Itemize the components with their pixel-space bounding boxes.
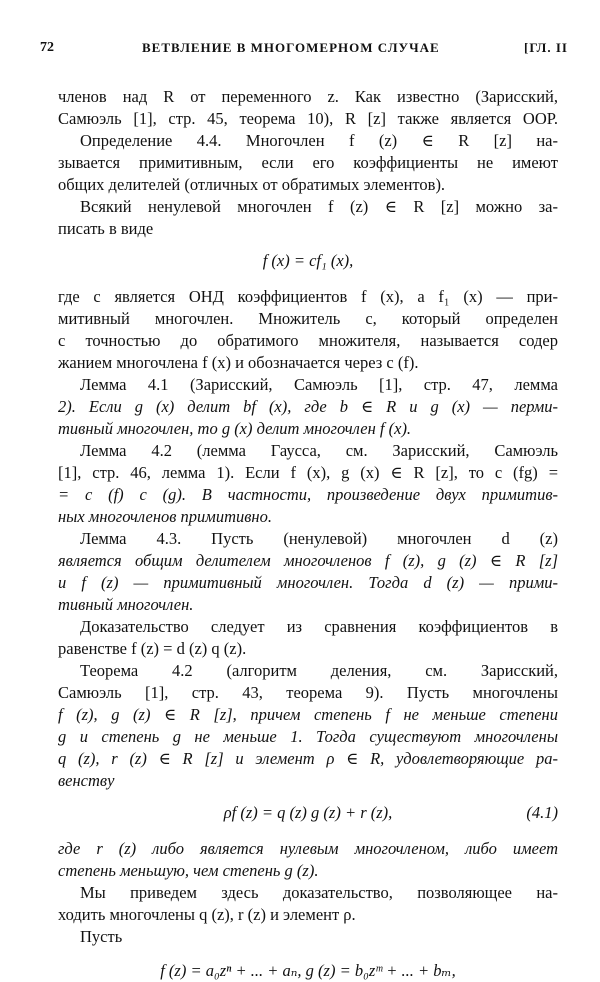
lemma-text: тивный многочлен, то g (x) делит многочлен f (x). <box>58 419 412 438</box>
page-number: 72 <box>40 40 54 55</box>
running-title: ВЕТВЛЕНИЕ В МНОГОМЕРНОМ СЛУЧАЕ <box>142 40 440 55</box>
formula-division <box>58 802 558 824</box>
lemma-text: = c (f) c (g). В частности, произведение двух примитив- <box>58 485 558 504</box>
theorem-text: Самюэль [1], стр. 43, теорема 9). Пусть многочлены <box>58 683 558 702</box>
theorem-4-2: Теорема 4.2 (алгоритм деления, см. Зарисский, <box>80 661 558 680</box>
chapter-label: [ГЛ. II <box>524 40 568 55</box>
text-line: Всякий ненулевой многочлен f (z) ∈ R [z] можно за- <box>80 197 558 216</box>
lemma-text: 2). Если g (x) делит bf (x), где b ∈ R и g (x) — перми- <box>58 397 558 416</box>
lemma-text: является общим делителем многочленов f (z), g (z) ∈ R [z] <box>58 551 558 570</box>
text-line: Мы приведем здесь доказательство, позволяющее на- <box>80 883 558 902</box>
equation-number: (4.1) <box>526 803 558 822</box>
lemma-text: ных многочленов примитивно. <box>58 507 272 526</box>
lemma-text: [1], стр. 46, лемма 1). Если f (x), g (x) ∈ R [z], то c (fg) = <box>58 463 558 482</box>
proof-text: равенстве f (z) = d (z) q (z). <box>58 639 247 658</box>
lemma-text: и f (z) — примитивный многочлен. Тогда d (z) — прими- <box>58 573 558 592</box>
lemma-4-3: Лемма 4.3. Пусть (ненулевой) многочлен d (z) <box>80 529 558 548</box>
proof-text: Доказательство следует из сравнения коэффициентов в <box>80 617 558 636</box>
theorem-text: степень меньшую, чем степень g (z). <box>58 861 319 880</box>
theorem-text: где r (z) либо является нулевым многочленом, либо имеет <box>58 839 558 858</box>
text-line: митивный многочлен. Множитель c, который определен <box>58 309 558 328</box>
theorem-text: f (z), g (z) ∈ R [z], причем степень f не меньше степени <box>58 705 558 724</box>
text-line: жанием многочлена f (x) и обозначается через c (f). <box>58 353 419 372</box>
formula-factorization: f (x) = cf₁ (x), <box>262 251 354 270</box>
page-body <box>58 86 558 982</box>
lemma-4-2: Лемма 4.2 (лемма Гаусса, см. Зарисский, Самюэль <box>80 441 558 460</box>
text-line: Пусть <box>80 927 123 946</box>
text-line: зывается примитивным, если его коэффициенты не имеют <box>58 153 558 172</box>
theorem-text: q (z), r (z) ∈ R [z] и элемент ρ ∈ R, удовлетворяющие ра- <box>58 749 558 768</box>
text-line: писать в виде <box>58 219 154 238</box>
lemma-text: тивный многочлен. <box>58 595 194 614</box>
formula-division-body: ρf (z) = q (z) g (z) + r (z), <box>223 803 393 822</box>
theorem-text: g и степень g не меньше 1. Тогда существуют многочлены <box>58 727 558 746</box>
definition-4-4: Определение 4.4. Многочлен f (z) ∈ R [z] на- <box>80 131 558 150</box>
text-line: ходить многочлены q (z), r (z) и элемент ρ. <box>58 905 356 924</box>
text-line: с точностью до обратимого множителя, называется содер <box>58 331 558 350</box>
lemma-4-1: Лемма 4.1 (Зарисский, Самюэль [1], стр. 47, лемма <box>80 375 558 394</box>
text-line: общих делителей (отличных от обратимых элементов). <box>58 175 446 194</box>
formula-polynomials: f (z) = a₀zⁿ + ... + aₙ, g (z) = b₀zᵐ + ... + bₘ, <box>160 961 456 980</box>
text-line: Самюэль [1], стр. 45, теорема 10), R [z] также является ООР. <box>58 109 558 128</box>
theorem-text: венству <box>58 771 115 790</box>
running-header <box>36 40 568 62</box>
text-line: где c является ОНД коэффициентов f (x), а f₁ (x) — при- <box>58 287 558 306</box>
text-line: членов над R от переменного z. Как известно (Зарисский, <box>58 87 558 106</box>
